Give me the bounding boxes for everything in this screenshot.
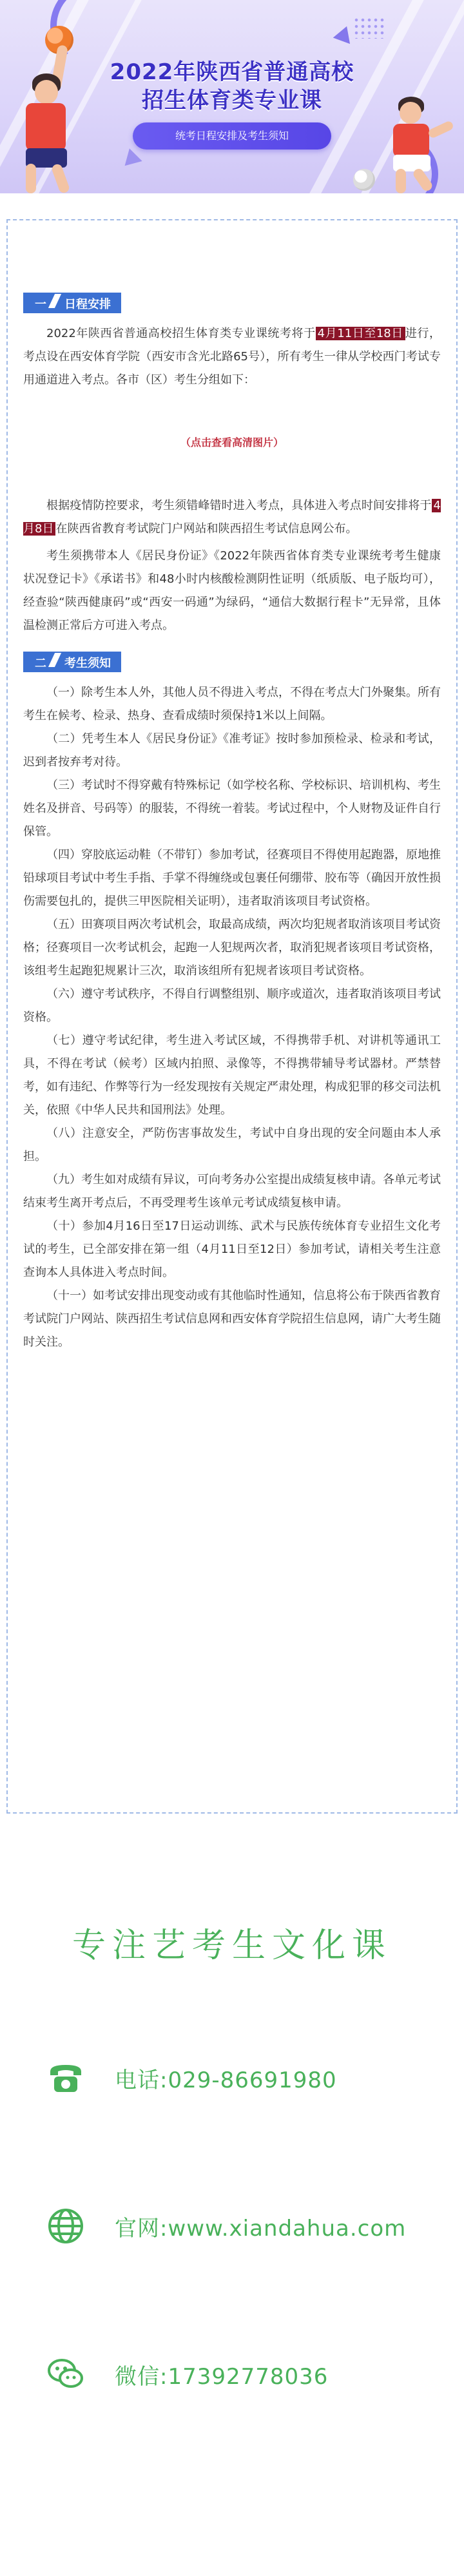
footer-slogan: 专注艺考生文化课 — [72, 1926, 392, 1965]
notice-item-9: （九）考生如对成绩有异议，可向考务办公室提出成绩复核申请。各单元考试结束考生离开考点后，不再受理考生该单元考试成绩复核申请。 — [23, 1173, 441, 1210]
content-card — [6, 219, 458, 1814]
hero-banner — [0, 0, 464, 193]
notice-item-4: （四）穿胶底运动鞋（不带钉）参加考试，径赛项目不得使用起跑器，原地推铅球项目考试中考生手指、手掌不得缠绕或包裹任何绷带、胶布等（确因开放性损伤需要包扎的，提供三甲医院相关证明），违者取消该项目考试资格。 — [23, 848, 441, 908]
decor-triangle — [121, 146, 142, 166]
phone-icon — [46, 2058, 85, 2097]
wechat-icon — [46, 2355, 85, 2394]
notice-item-7: （七）遵守考试纪律，考生进入考试区域，不得携带手机、对讲机等通讯工具，不得在考试（候考）区域内拍照、录像等，不得携带辅导考试器材。严禁替考，如有违纪、作弊等行为一经发现按有关规定严肃处理，构成犯罪的移交司法机关，依照《中华人民共和国刑法》处理。 — [23, 1034, 441, 1117]
section-tag-label: 一 日程安排 — [35, 294, 111, 312]
hero-title-line1: 2022年陕西省普通高校 — [110, 59, 354, 85]
slash-decor — [48, 294, 61, 308]
text-span: 在陕西省教育考试院门户网站和陕西招生考试信息网公布。 — [55, 522, 358, 536]
notice-item-8: （八）注意安全，严防伤害事故发生，考试中自身出现的安全问题由本人承担。 — [23, 1127, 441, 1163]
decor-triangle — [333, 23, 356, 44]
soccer-ball-icon — [353, 169, 375, 191]
notice-item-6: （六）遵守考试秩序，不得自行调整组别、顺序或道次，违者取消该项目考试资格。 — [23, 987, 441, 1024]
notice-item-10: （十）参加4月16日至17日运动训练、武术与民族传统体育专业招生文化考试的考生，已全部安排在第一组（4月11日至12日）参加考试，请相关考生注意查询本人具体进入考点时间。 — [23, 1219, 441, 1279]
section-tag-schedule — [23, 293, 121, 313]
hero-title-line2: 招生体育类专业课 — [142, 88, 322, 113]
schedule-paragraph-2 — [23, 494, 441, 541]
schedule-paragraph-3: 考生须携带本人《居民身份证》《2022年陕西省体育类专业课统考考生健康状况登记卡》《承诺书》和48小时内核酸检测阴性证明（纸质版、电子版均可），经查验“陕西健康码”或“西安一码通”为绿码，“通信大数据行程卡”无异常，且体温检测正常后方可进入考点。 — [23, 549, 441, 632]
text-span: 2022年陕西省普通高校招生体育类专业课统考将于 — [46, 327, 316, 340]
notice-item-3: （三）考试时不得穿戴有特殊标记（如学校名称、学校标识、培训机构、考生姓名及拼音、号码等）的服装，不得统一着装。考试过程中，个人财物及证件自行保管。 — [23, 779, 441, 838]
section-tag-notice — [23, 652, 121, 672]
schedule-paragraph-1 — [23, 322, 441, 392]
section-tag-title: 日程安排 — [64, 298, 111, 311]
slash-decor — [48, 653, 61, 667]
notice-item-11: （十一）如考试安排出现变动或有其他临时性通知，信息将公布于陕西省教育考试院门户网站、陕西招生考试信息网和西安体育学院招生信息网，请广大考生随时关注。 — [23, 1289, 441, 1349]
contact-website[interactable] — [46, 2207, 406, 2245]
notice-item-1: （一）除考生本人外，其他人员不得进入考点，不得在考点大门外聚集。所有考生在候考、检录、热身、查看成绩时须保持1米以上间隔。 — [23, 686, 441, 722]
section-tag-label: 二 考生须知 — [35, 653, 111, 671]
highlight-date: 4月11日至18日 — [316, 327, 405, 340]
text-span: 根据疫情防控要求，考生须错峰错时进入考点，具体进入考点时间安排将于 — [46, 499, 432, 512]
contact-phone[interactable] — [46, 2058, 337, 2097]
hero-subtitle: 统考日程安排及考生须知 — [133, 122, 331, 150]
section-tag-title: 考生须知 — [64, 657, 111, 670]
notice-item-2: （二）凭考生本人《居民身份证》《准考证》按时参加预检录、检录和考试，迟到者按弃考对待。 — [23, 732, 441, 769]
contact-wechat-text: 微信:17392778036 — [115, 2363, 329, 2390]
notice-item-5: （五）田赛项目两次考试机会，取最高成绩，两次均犯规者取消该项目考试资格；径赛项目一次考试机会，起跑一人犯规两次者，取消犯规者该项目考试资格，该组考生起跑犯规累计三次，取消该组所有犯规者该项目考试资格。 — [23, 918, 441, 978]
contact-wechat[interactable] — [46, 2355, 328, 2394]
footer — [0, 1814, 464, 2515]
highlight-date: 4月8日 — [23, 499, 441, 536]
content-wrapper — [0, 193, 464, 1814]
contact-website-text: 官网:www.xiandahua.com — [115, 2215, 407, 2242]
text-span: 进行，考点设在西安体育学院（西安市含光北路65号），所有考生一律从学校西门考试专用通道进入考点。各市（区）考生分组如下： — [23, 327, 441, 387]
decor-dots — [353, 17, 387, 39]
contact-phone-text: 电话:029-86691980 — [115, 2067, 337, 2093]
globe-icon — [46, 2207, 85, 2245]
view-hd-image-link[interactable]: （点击查看高清图片） — [180, 436, 284, 449]
